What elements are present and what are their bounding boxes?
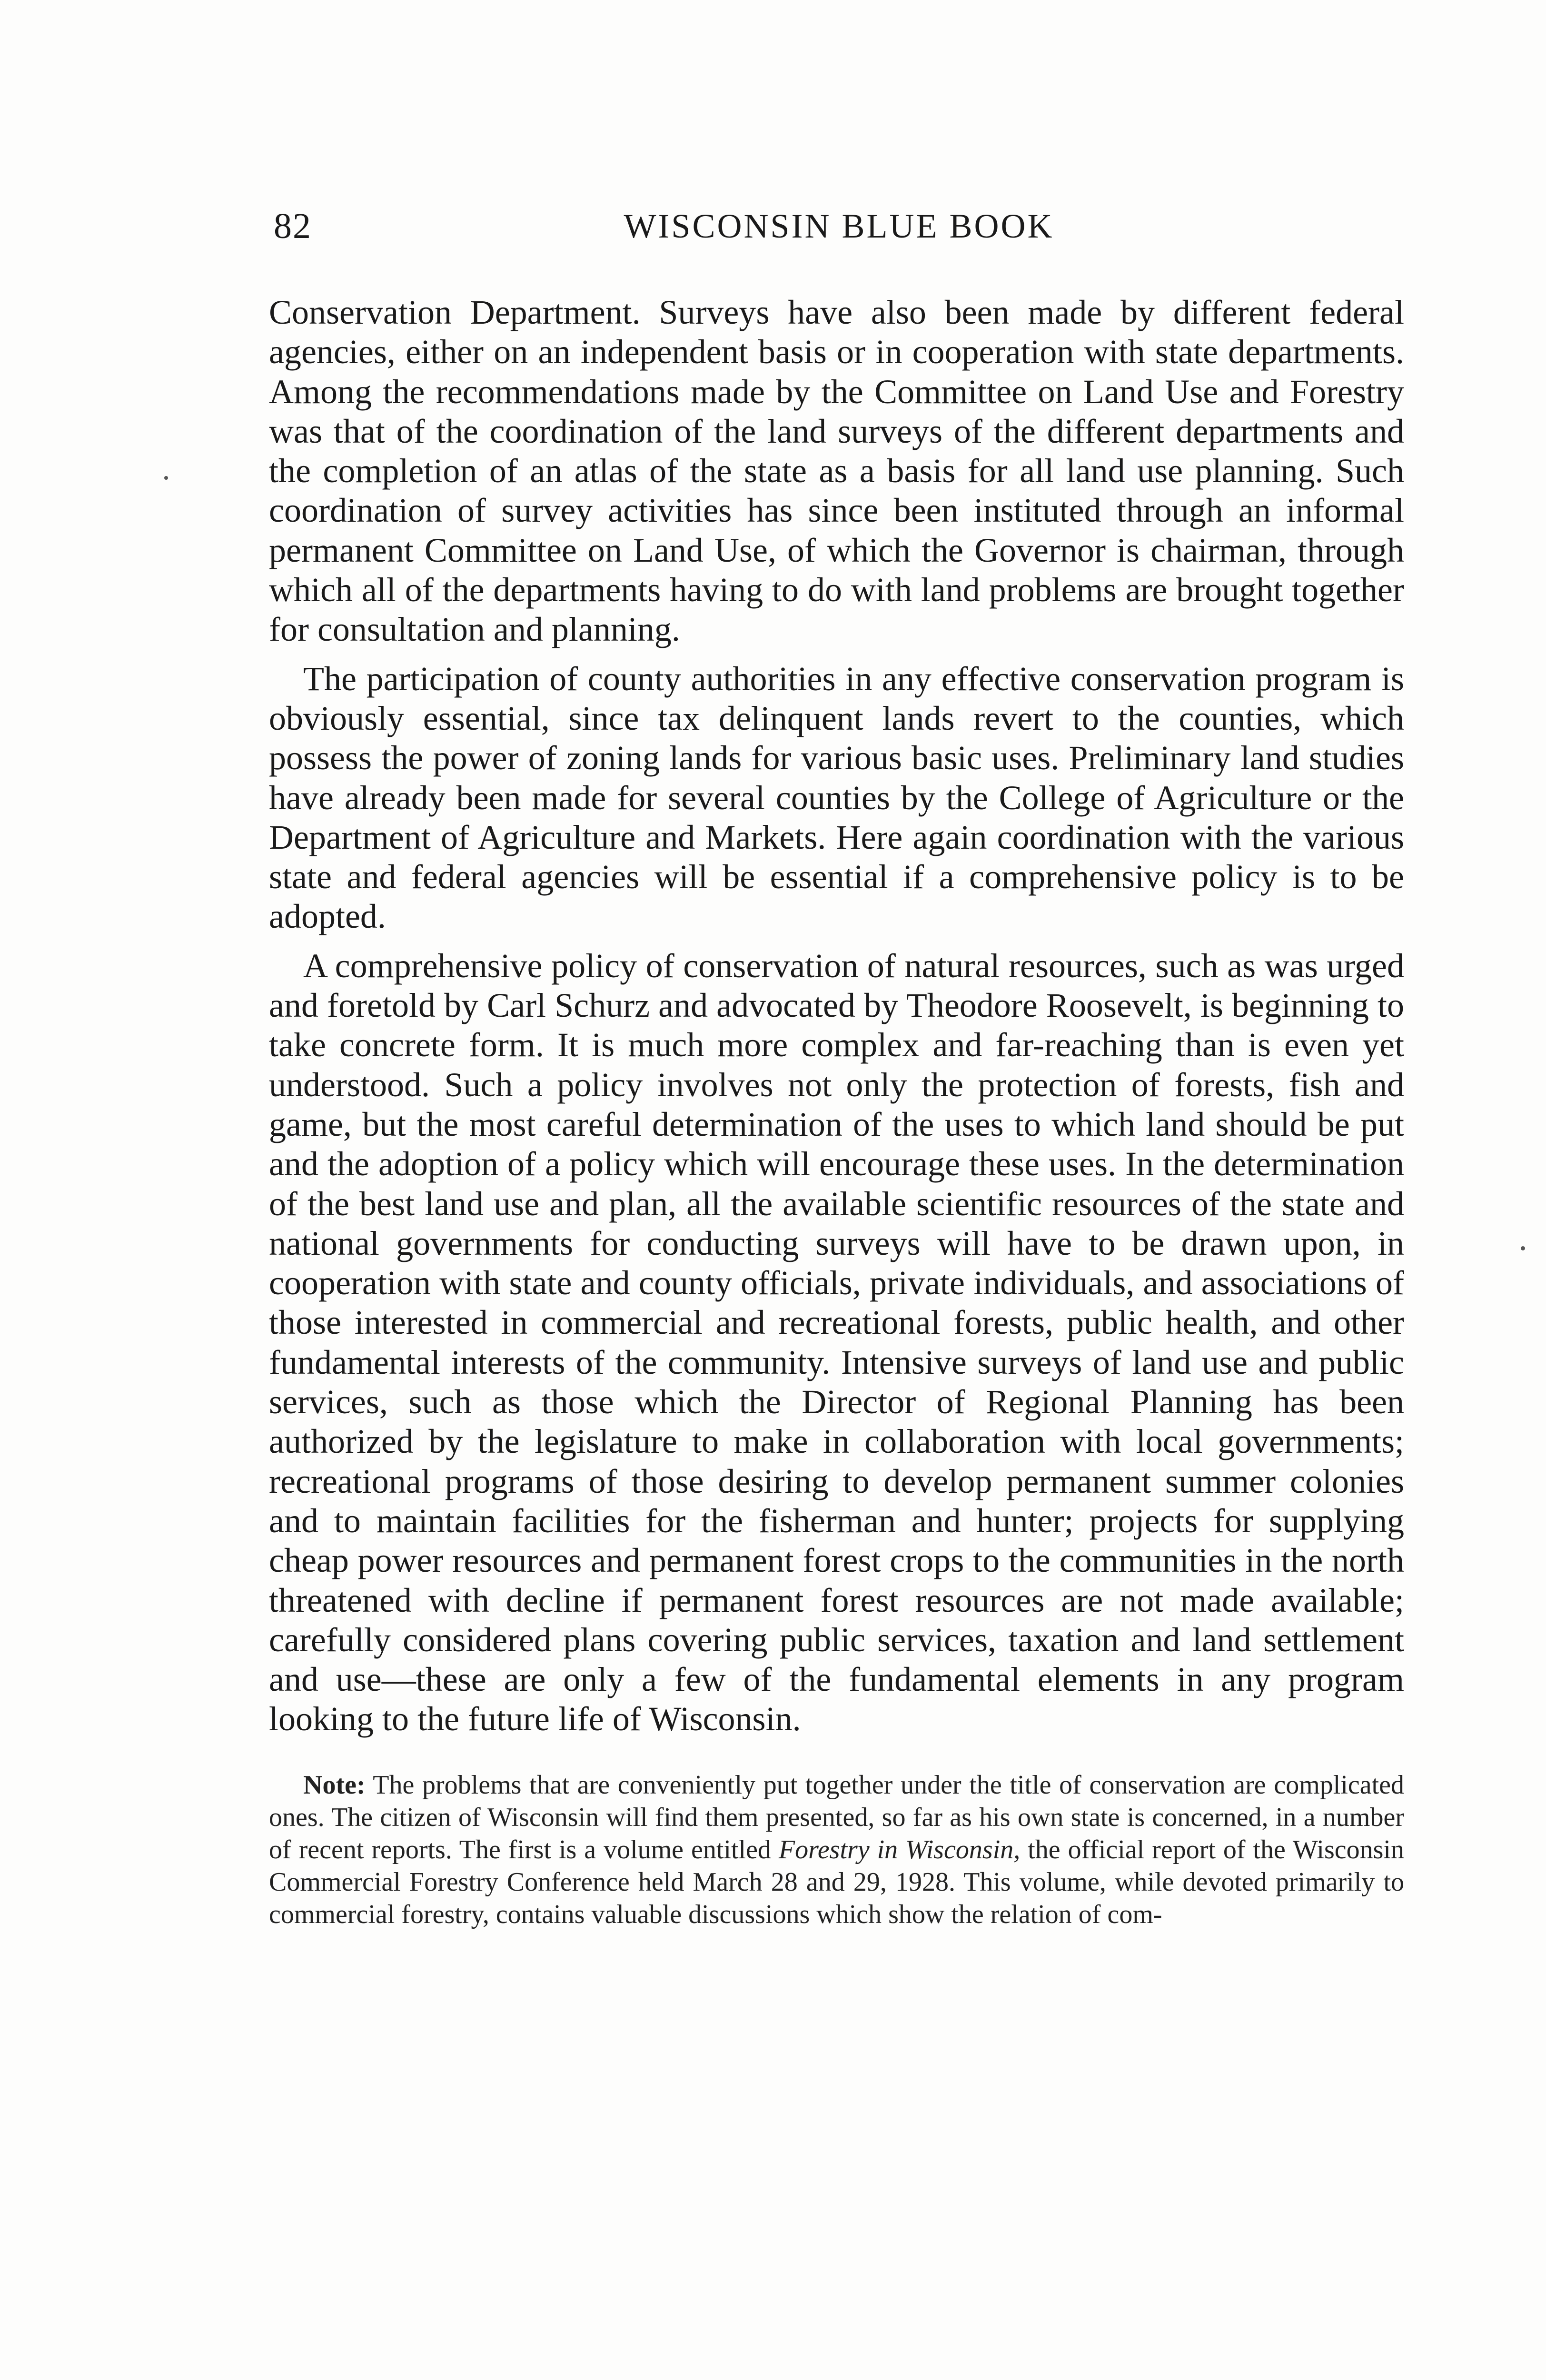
paragraph-county-participation: The participation of county authorities in any effective conservation program is obviously essential, since tax delinquent lands revert to the counties, which possess the power of zoning lands for various basic uses. Preliminary land studies have already been made for several counties by the College of Agriculture or the Department of Agriculture and Markets. Here again coordination with the various state and federal agencies will be essential if a comprehensive policy is to be adopted.	[269, 659, 1404, 936]
print-speck	[164, 476, 168, 480]
footnote	[269, 1769, 1404, 1931]
footnote-text-start: The problems that are conveniently put together under the title of conservation are complicated ones. The citizen of Wisconsin will find them presented, so far as his own state is concerned, in a number of recent reports. The first is a volume entitled	[269, 1770, 1404, 1864]
footnote-text-end: the official report of the Wisconsin Commercial Forestry Conference held March 28 and 29, 1928. This volume, while devoted primarily to commercial forestry, contains valuable discussions which show the relation of com-	[269, 1835, 1404, 1929]
print-speck	[1521, 1246, 1525, 1250]
body-text	[269, 293, 1404, 1957]
page-number: 82	[274, 206, 312, 246]
paragraph-comprehensive-policy: A comprehensive policy of conservation of natural resources, such as was urged and foretold by Carl Schurz and advocated by Theodore Roosevelt, is beginning to take concrete form. It is much more complex and far-reaching than is even yet understood. Such a policy involves not only the protection of forests, fish and game, but the most careful determination of the uses to which land should be put and the adoption of a policy which will encourage these uses. In the determination of the best land use and plan, all the available scientific resources of the state and national governments for conducting surveys will have to be drawn upon, in cooperation with state and county officials, private individuals, and associations of those interested in commercial and recreational forests, public health, and other fundamental interests of the community. Intensive surveys of land use and public services, such as those which the Director of Regional Planning has been authorized by the legislature to make in collaboration with local governments; recreational programs of those desiring to develop permanent summer colonies and to maintain facilities for the fisherman and hunter; projects for supplying cheap power resources and permanent forest crops to the communities in the north threatened with decline if permanent forest resources are not made available; carefully considered plans covering public services, taxation and land settlement and use—these are only a few of the fundamental elements in any program looking to the future life of Wisconsin.	[269, 946, 1404, 1738]
footnote-book-title: Forestry in Wisconsin,	[778, 1835, 1021, 1864]
page-header	[274, 205, 1404, 248]
running-head: WISCONSIN BLUE BOOK	[624, 207, 1054, 245]
footnote-label: Note:	[303, 1770, 366, 1800]
paragraph-continued: Conservation Department. Surveys have also been made by different federal agencies, either on an independent basis or in cooperation with state departments. Among the recommendations made by the Committee on Land Use and Forestry was that of the coordination of the land surveys of the different departments and the completion of an atlas of the state as a basis for all land use planning. Such coordination of survey activities has since been instituted through an informal permanent Committee on Land Use, of which the Governor is chairman, through which all of the departments having to do with land problems are brought together for consultation and planning.	[269, 293, 1404, 649]
